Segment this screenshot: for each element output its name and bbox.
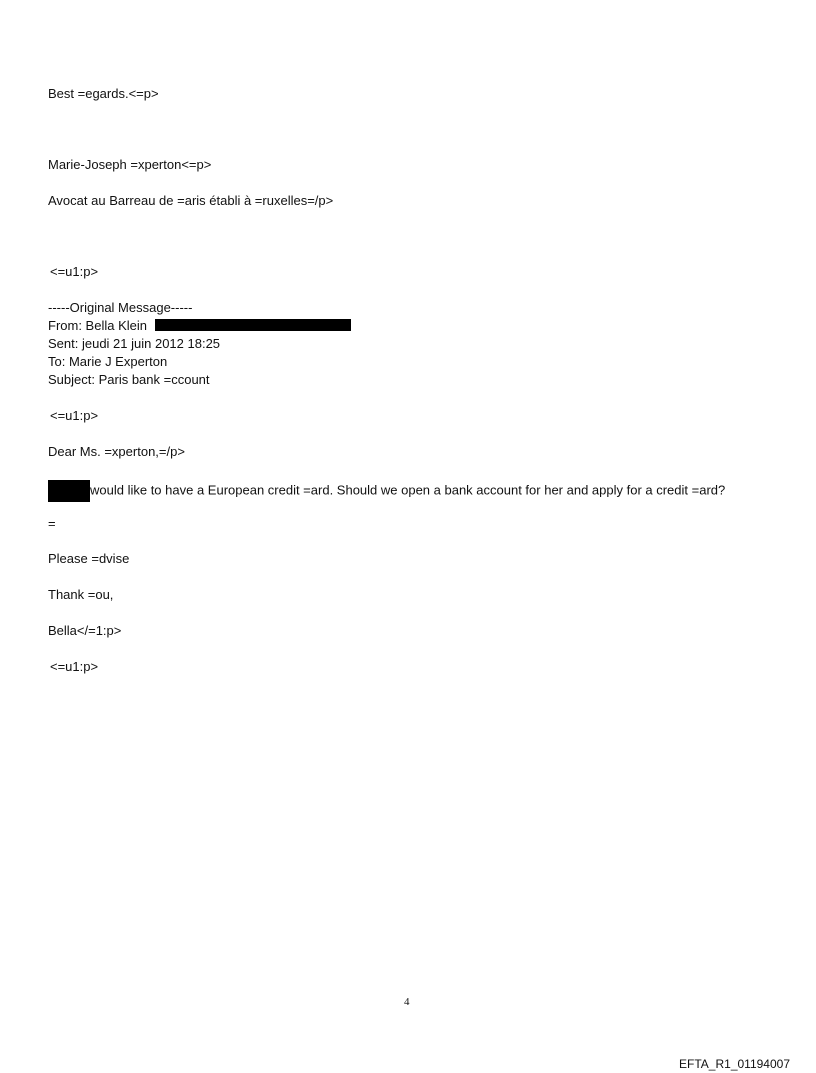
page-number: 4 bbox=[404, 996, 410, 1008]
please-advise-line: Please =dvise bbox=[48, 551, 130, 566]
redaction-bar bbox=[48, 480, 90, 502]
markup-artifact-line: <=u1:p> bbox=[50, 659, 99, 674]
sender-sign-line: Bella</=1:p> bbox=[48, 623, 122, 638]
original-message-separator: -----Original Message----- bbox=[48, 300, 193, 315]
document-id: EFTA_R1_01194007 bbox=[679, 1057, 790, 1071]
from-line bbox=[48, 318, 351, 334]
from-label: From: Bella Klein bbox=[48, 318, 147, 333]
equals-line: = bbox=[48, 516, 56, 531]
markup-artifact-line: <=u1:p> bbox=[50, 264, 99, 279]
signature-name: Marie-Joseph =xperton<=p> bbox=[48, 157, 212, 172]
markup-artifact-line: <=u1:p> bbox=[50, 408, 99, 423]
signature-title: Avocat au Barreau de =aris établi à =ruxelles=/p> bbox=[48, 193, 334, 208]
body-line bbox=[48, 480, 725, 502]
to-line: To: Marie J Experton bbox=[48, 354, 168, 369]
redaction-bar bbox=[155, 319, 351, 331]
body-text: would like to have a European credit =ard. Should we open a bank account for her and apply for a credit =ard? bbox=[90, 482, 726, 498]
subject-line: Subject: Paris bank =ccount bbox=[48, 372, 210, 387]
sent-line: Sent: jeudi 21 juin 2012 18:25 bbox=[48, 336, 221, 351]
thank-you-line: Thank =ou, bbox=[48, 587, 114, 602]
closing-line: Best =egards.<=p> bbox=[48, 86, 159, 101]
salutation-line: Dear Ms. =xperton,=/p> bbox=[48, 444, 185, 459]
